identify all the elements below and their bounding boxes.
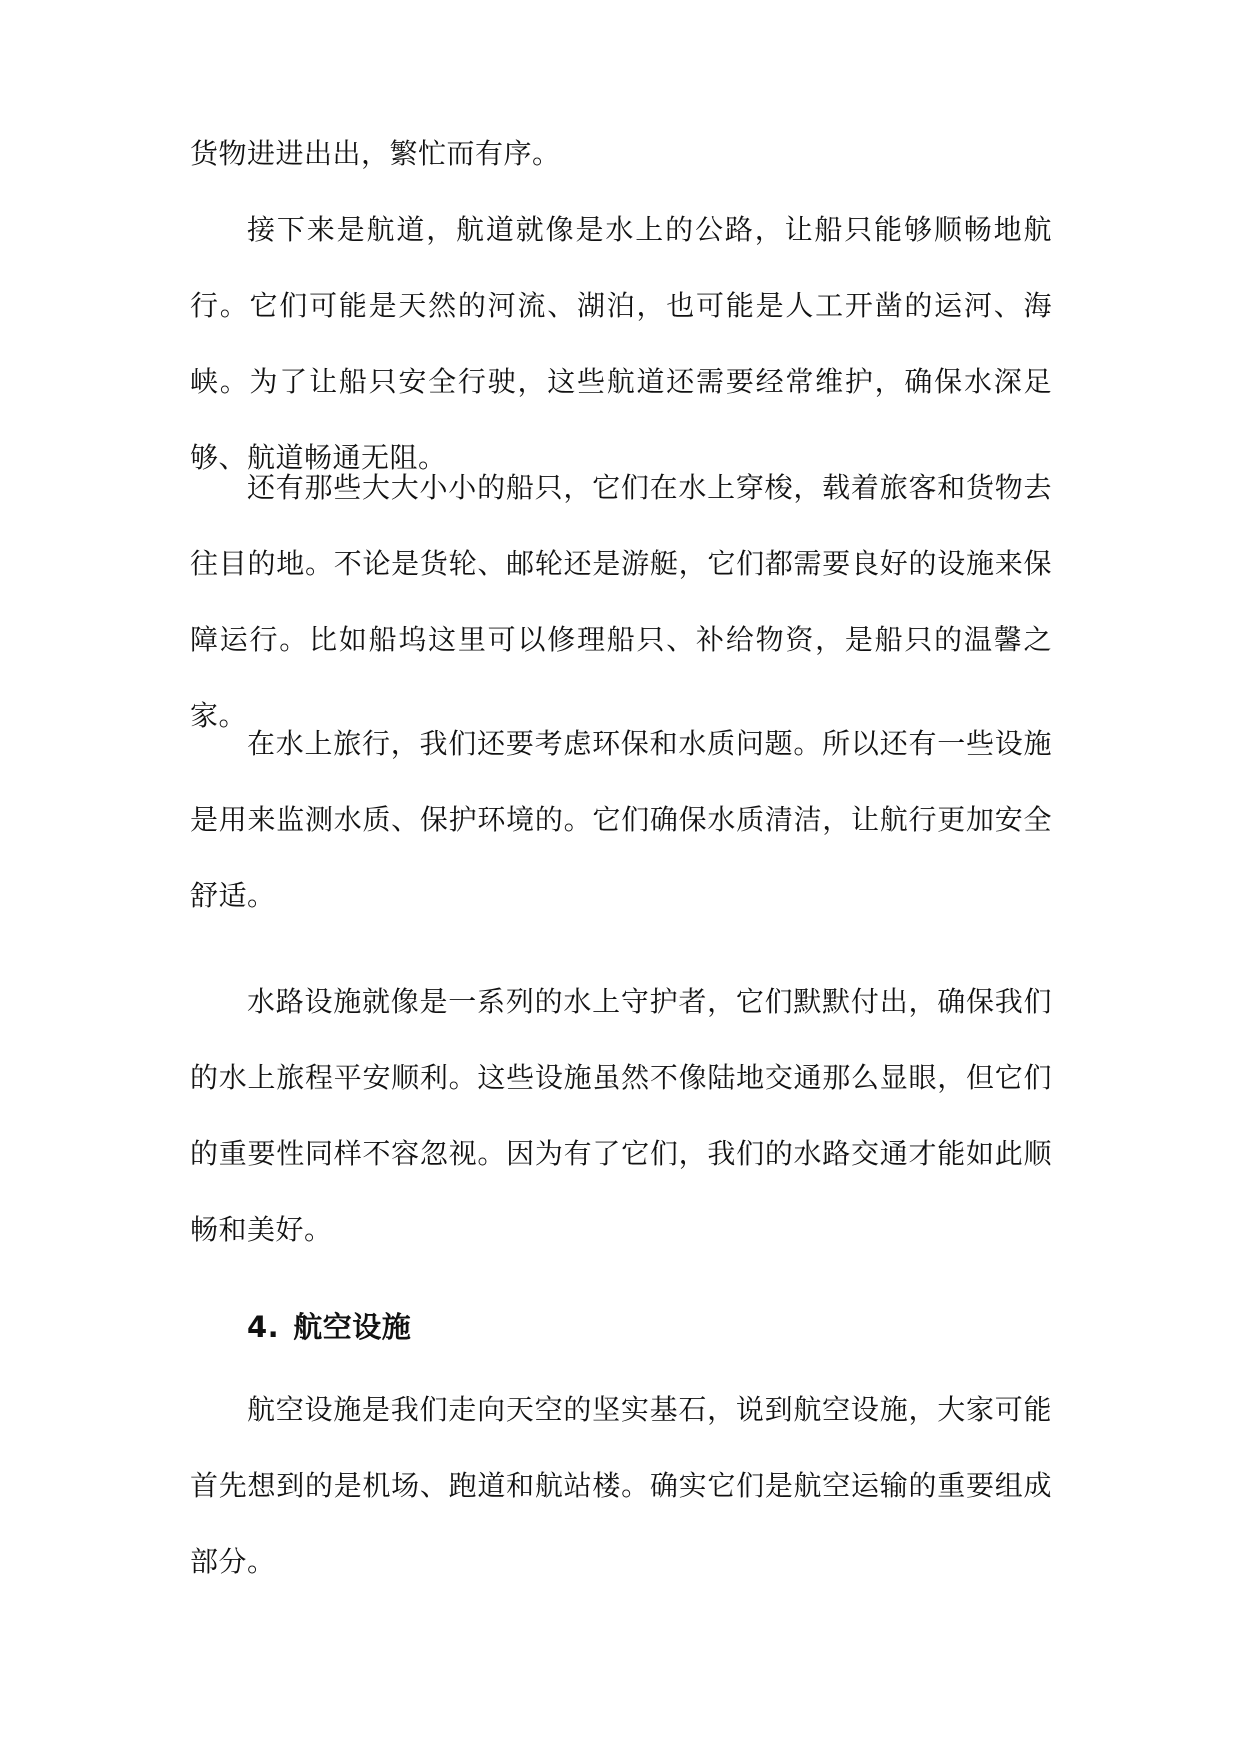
paragraph-ships: 还有那些大大小小的船只，它们在水上穿梭，载着旅客和货物去往目的地。不论是货轮、邮轮还是游艇，它们都需要良好的设施来保障运行。比如船坞这里可以修理船只、补给物资，是船只的温馨之家。: [190, 471, 1052, 732]
section-heading: [247, 1307, 411, 1347]
paragraph-guardians: 水路设施就像是一系列的水上守护者，它们默默付出，确保我们的水上旅程平安顺利。这些设施虽然不像陆地交通那么显眼，但它们的重要性同样不容忽视。因为有了它们，我们的水路交通才能如此顺畅和美好。: [190, 985, 1052, 1246]
paragraph-environment: 在水上旅行，我们还要考虑环保和水质问题。所以还有一些设施是用来监测水质、保护环境的。它们确保水质清洁，让航行更加安全舒适。: [190, 727, 1052, 912]
paragraph-cargo: 货物进进出出，繁忙而有序。: [190, 137, 561, 170]
paragraph-aviation: 航空设施是我们走向天空的坚实基石，说到航空设施，大家可能首先想到的是机场、跑道和航站楼。确实它们是航空运输的重要组成部分。: [190, 1393, 1052, 1578]
section-number: 4.: [247, 1310, 280, 1344]
section-title: 航空设施: [293, 1310, 412, 1344]
paragraph-waterways: 接下来是航道，航道就像是水上的公路，让船只能够顺畅地航行。它们可能是天然的河流、湖泊，也可能是人工开凿的运河、海峡。为了让船只安全行驶，这些航道还需要经常维护，确保水深足够、航道畅通无阻。: [190, 213, 1052, 474]
